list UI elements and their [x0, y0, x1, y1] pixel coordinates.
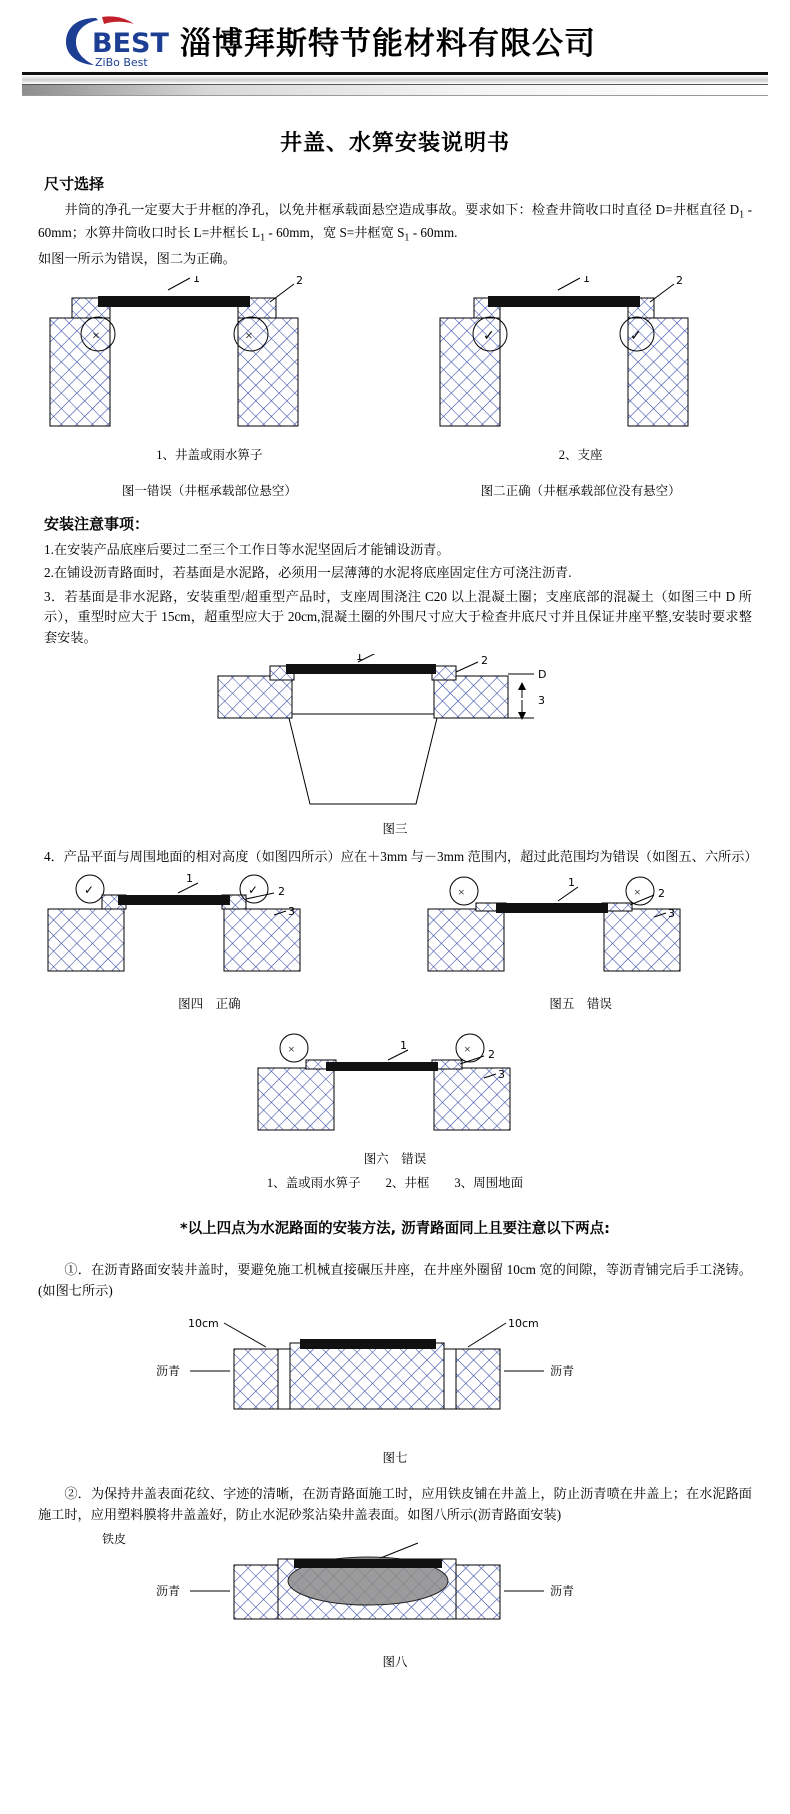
figure-2-caption: 图二正确（井框承载部位没有悬空） — [480, 483, 681, 498]
figure-5 — [428, 876, 680, 971]
figure-3-label-3: 3 — [538, 694, 545, 707]
figure-8 — [38, 1529, 752, 1647]
figure-6-caption: 图六 错误 — [363, 1152, 427, 1167]
figure-3 — [38, 654, 752, 814]
figure-3-label-D: D — [538, 668, 547, 681]
text-part-2: - 60mm；水箅井筒收口时长 L=井框长 L — [38, 202, 752, 241]
figure-7-label-left: 沥青 — [156, 1364, 181, 1379]
figure-1 — [50, 276, 303, 426]
company-logo — [62, 12, 174, 68]
install-note-2: 2.在铺设沥青路面时，若基面是水泥路，必须用一层薄薄的水泥将底座固定住方可浇注沥青. — [44, 565, 572, 581]
figure-1-caption: 图一错误（井框承载部位悬空） — [121, 483, 297, 498]
svg-text:BEST: BEST — [92, 28, 169, 59]
figure-7 — [38, 1313, 752, 1443]
figure-4-label-3: 3 — [288, 905, 295, 919]
figure-2-mark-right-right: ✓ — [630, 328, 642, 344]
heading-install-notes: 安装注意事项： — [44, 514, 150, 533]
figure-8-tin-label: 铁皮 — [102, 1532, 127, 1547]
figure-6-label-2: 2 — [488, 1048, 495, 1062]
figure-group-4-5 — [38, 873, 752, 990]
figure-5-label-3: 3 — [668, 907, 675, 921]
figure-4-label-1: 1 — [186, 873, 193, 886]
figure-4-label-2: 2 — [278, 885, 285, 899]
figure-group-3 — [38, 654, 752, 837]
figure-2 — [440, 276, 688, 426]
header-rule — [22, 72, 768, 85]
figure-group-6 — [38, 1032, 752, 1167]
figure-1-and-2 — [38, 276, 752, 436]
header-rule-gradient — [22, 85, 768, 96]
figure-2-label-2: 2 — [676, 275, 683, 287]
figure-4-mark-left: ✓ — [84, 883, 95, 898]
figure-7-label-right: 沥青 — [550, 1364, 575, 1379]
figure-1-2-captions — [38, 481, 752, 499]
figure-7-dim-right: 10cm — [508, 1317, 539, 1331]
figure-7-caption: 图七 — [382, 1451, 408, 1466]
install-note-3: 3．若基面是非水泥路，安装重型/超重型产品时，支座周围浇注 C20 以上混凝土圈；支座底部的混凝土（如图三中 D 所示），重型时应大于 15cm，超重型应大于 20cm,混凝土圈的外围尺寸应大于检查井底尺寸并且保证井座平整,安装时要求整套安装。 — [44, 588, 752, 645]
text-part-1: 井筒的净孔一定要大于井框的净孔，以免井框承载面悬空造成事故。要求如下：检查井筒收口时直径 D=井框直径 D — [64, 202, 740, 217]
subscript-3: 1 — [404, 232, 410, 244]
figure-5-caption: 图五 错误 — [549, 997, 612, 1012]
legend-cover: 1、井盖或雨水箅子 — [156, 447, 263, 462]
figure-1-2-legends — [38, 445, 752, 463]
figure-4-caption: 图四 正确 — [178, 997, 241, 1012]
figure-6-mark-left: × — [288, 1042, 295, 1057]
text-part-4: - 60mm. — [409, 225, 458, 241]
page-title: 井盖、水箅安装说明书 — [279, 131, 510, 156]
figure-8-label-right: 沥青 — [550, 1584, 575, 1599]
figure-6-label-1: 1 — [400, 1039, 407, 1053]
figure-5-mark-left: × — [458, 885, 465, 900]
figure-4-5-captions — [38, 994, 752, 1012]
figure-8-label-left: 沥青 — [156, 1584, 181, 1599]
figure-6-label-3: 3 — [498, 1068, 505, 1082]
asphalt-note-heading: *以上四点为水泥路面的安装方法, 沥青路面同上且要注意以下两点: — [180, 1221, 610, 1238]
figure-5-label-2: 2 — [658, 887, 665, 901]
text-part-3: - 60mm，宽 S=井框宽 S — [265, 225, 405, 241]
figure-4 — [48, 873, 300, 971]
figure-2-mark-right-left: ✓ — [483, 328, 495, 344]
logo-icon — [62, 12, 174, 72]
figure-group-7 — [38, 1313, 752, 1466]
asphalt-item-2: ②．为保持井盖表面花纹、字迹的清晰，在沥青路面施工时，应用铁皮铺在井盖上，防止沥青喷在井盖上；在水泥路面施工时，应用塑料膜将井盖盖好，防止水泥砂浆沾染井盖表面。如图八所示(沥青路面安装) — [38, 1486, 752, 1522]
figure-7-dim-left: 10cm — [188, 1317, 219, 1331]
company-name: 淄博拜斯特节能材料有限公司 — [180, 25, 596, 62]
subscript-2: 1 — [260, 232, 266, 244]
figure-1-label-2: 2 — [296, 275, 303, 287]
document-body — [0, 173, 790, 1714]
figure-group-1-2 — [38, 276, 752, 441]
install-note-1: 1.在安装产品底座后要过二至三个工作日等水泥坚固后才能铺设沥青。 — [44, 541, 450, 557]
figure-5-label-1: 1 — [568, 876, 575, 890]
figure-6 — [38, 1032, 752, 1144]
figure-1-label-1: 1 — [193, 275, 200, 285]
heading-size-selection: 尺寸选择 — [44, 175, 105, 193]
figure-6-mark-right: × — [464, 1042, 471, 1057]
figure-1-mark-wrong-right: × — [245, 328, 253, 344]
asphalt-item-1: ①．在沥青路面安装井盖时，要避免施工机械直接碾压井座，在井座外圈留 10cm 宽的间隙，等沥青铺完后手工浇铸。(如图七所示) — [38, 1262, 752, 1298]
figure-1-mark-wrong-left: × — [92, 328, 100, 344]
figure-group-8 — [38, 1529, 752, 1670]
figure-4-mark-right: ✓ — [248, 883, 259, 898]
paragraph-size-requirements — [38, 200, 752, 246]
svg-text:ZiBo Best: ZiBo Best — [95, 56, 148, 69]
subscript-1: 1 — [739, 209, 745, 221]
paragraph-fig-reference: 如图一所示为错误，图二为正确。 — [38, 251, 236, 267]
install-note-4: 4．产品平面与周围地面的相对高度（如图四所示）应在＋3mm 与－3mm 范围内，超过此范围均为错误（如图五、六所示） — [44, 849, 758, 864]
figure-5-mark-right: × — [634, 885, 641, 900]
page-header — [0, 0, 790, 104]
figure-3-label-1: 1 — [356, 654, 363, 663]
figure-8-caption: 图八 — [382, 1655, 408, 1670]
figure-4-and-5 — [38, 873, 752, 985]
figure-3-caption: 图三 — [382, 822, 408, 836]
legend-seat: 2、支座 — [558, 447, 603, 462]
figure-2-label-1: 1 — [583, 275, 590, 285]
figure-legend-items: 1、盖或雨水箅子 2、井框 3、周围地面 — [266, 1176, 524, 1191]
figure-3-label-2: 2 — [481, 654, 488, 667]
